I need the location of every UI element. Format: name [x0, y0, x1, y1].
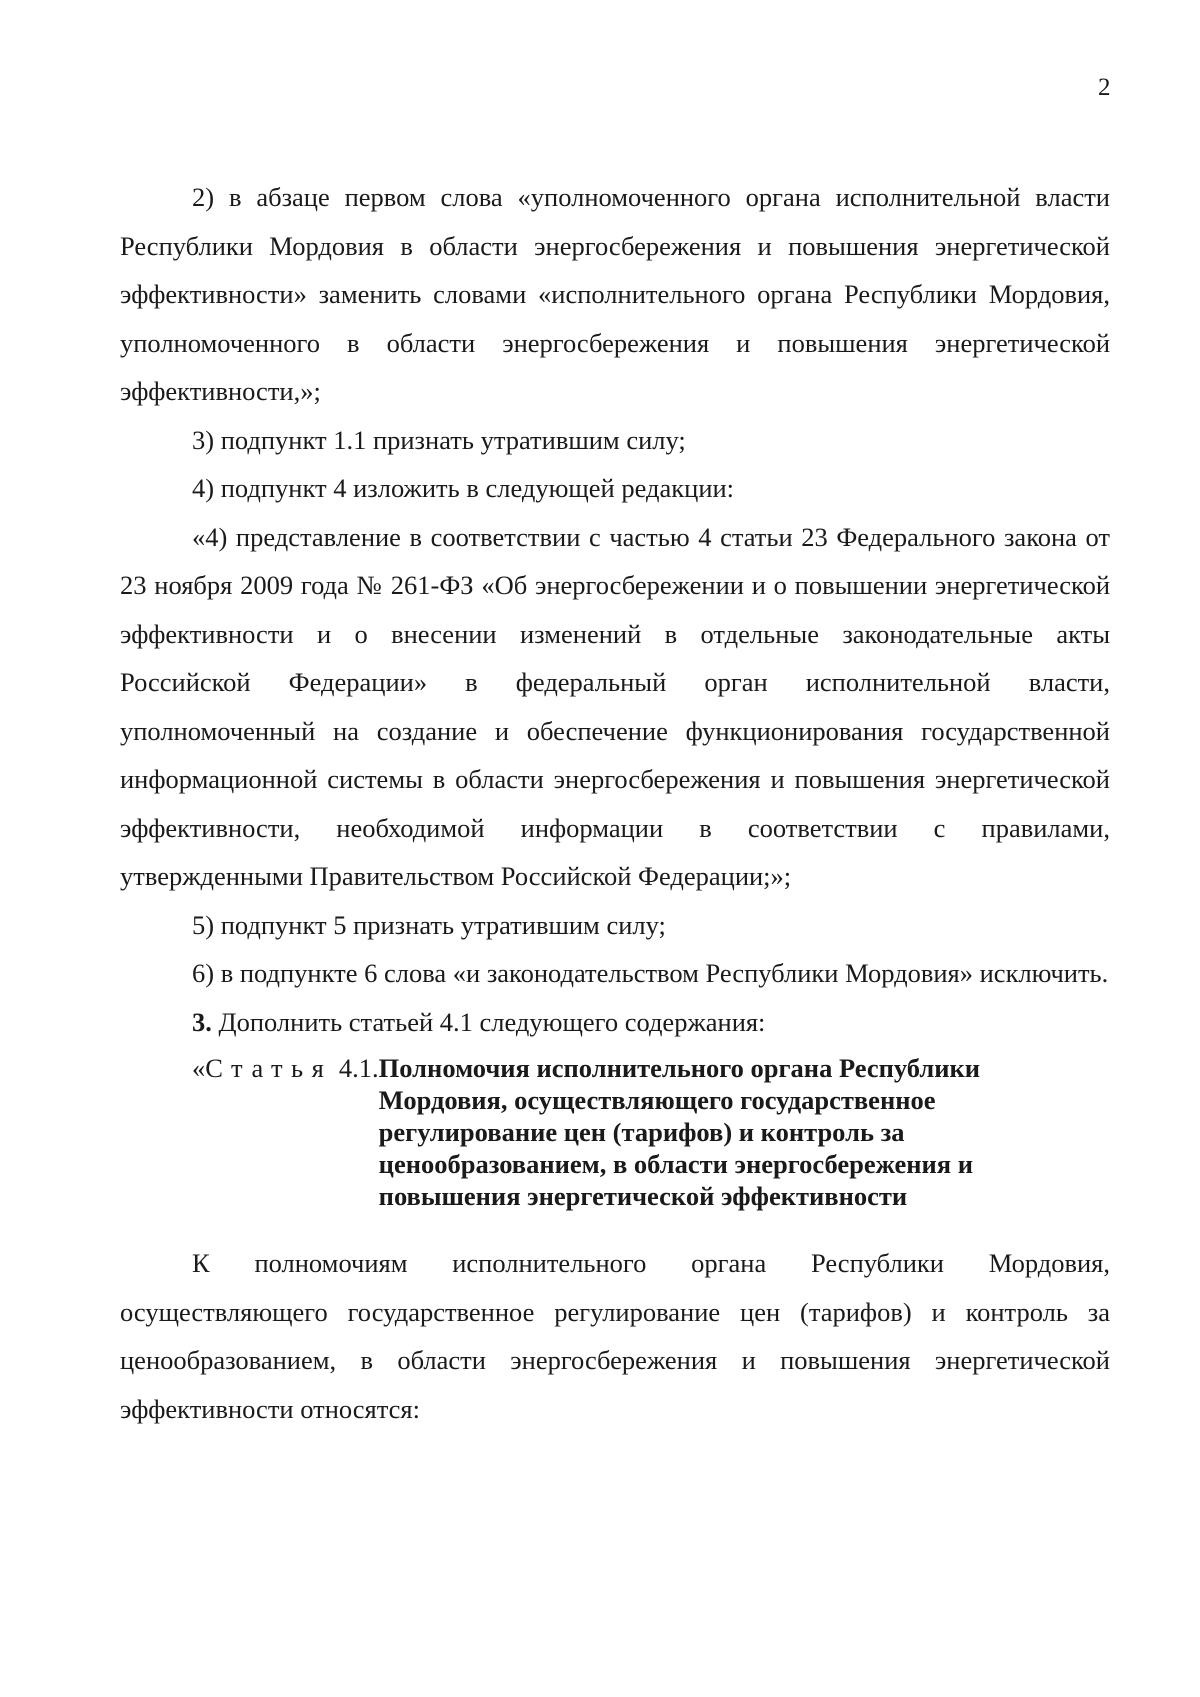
article-label: «Статья 4.1. — [192, 1053, 379, 1083]
article-title: Полномочия исполнительного органа Республики Мордовия, осуществляющего государственное регулирование цен (тарифов) и контроль за ценообразованием, в области энергосбережения и повышения энергетической эффективности — [378, 1053, 981, 1211]
paragraph-item-4: 4) подпункт 4 изложить в следующей редакции: — [192, 473, 735, 503]
paragraph-item-2: 2) в абзаце первом слова «уполномоченного органа исполнительной власти Республики Мордовия в области энергосбережения и повышения энергетической эффективности» заменить словами «исполнительного органа Республики Мордовия, уполномоченного в области энергосбережения и повышения энергетической эффективности,»; — [120, 182, 1110, 406]
paragraph-item-3: 3) подпункт 1.1 признать утратившим силу; — [192, 424, 686, 455]
article-number: 4.1. — [332, 1053, 379, 1083]
paragraph-item-4-new-text: «4) представление в соответствии с частью 4 статьи 23 Федерального закона от 23 ноября 2009 года № 261-ФЗ «Об энергосбережении и о повышении энергетической эффективности и о внесении изменений в отдельные законодательные акты Российской Федерации» в федеральный орган исполнительной власти, уполномоченный на создание и обеспечение функционирования государственной информационной системы в области энергосбережения и повышения энергетической эффективности, необходимой информации в соответствии с правилами, утвержденными Правительством Российской Федерации;»; — [120, 521, 1110, 891]
section-3-number: 3. — [192, 1006, 212, 1037]
article-word: Статья — [205, 1053, 333, 1083]
paragraph-item-6: 6) в подпункте 6 слова «и законодательством Республики Мордовия» исключить. — [192, 958, 1109, 988]
article-body-paragraph: К полномочиям исполнительного органа Республики Мордовия, осуществляющего государственное регулирование цен (тарифов) и контроль за ценообразованием, в области энергосбережения и повышения энергетической эффективности относятся: — [120, 1248, 1110, 1424]
document-body — [120, 173, 1110, 1433]
article-heading — [192, 1052, 1110, 1212]
section-3-text: Дополнить статьей 4.1 следующего содержания: — [211, 1006, 766, 1037]
section-3-paragraph — [120, 998, 1110, 1047]
paragraph-item-5: 5) подпункт 5 признать утратившим силу; — [192, 909, 666, 940]
page-number: 2 — [1098, 74, 1111, 101]
